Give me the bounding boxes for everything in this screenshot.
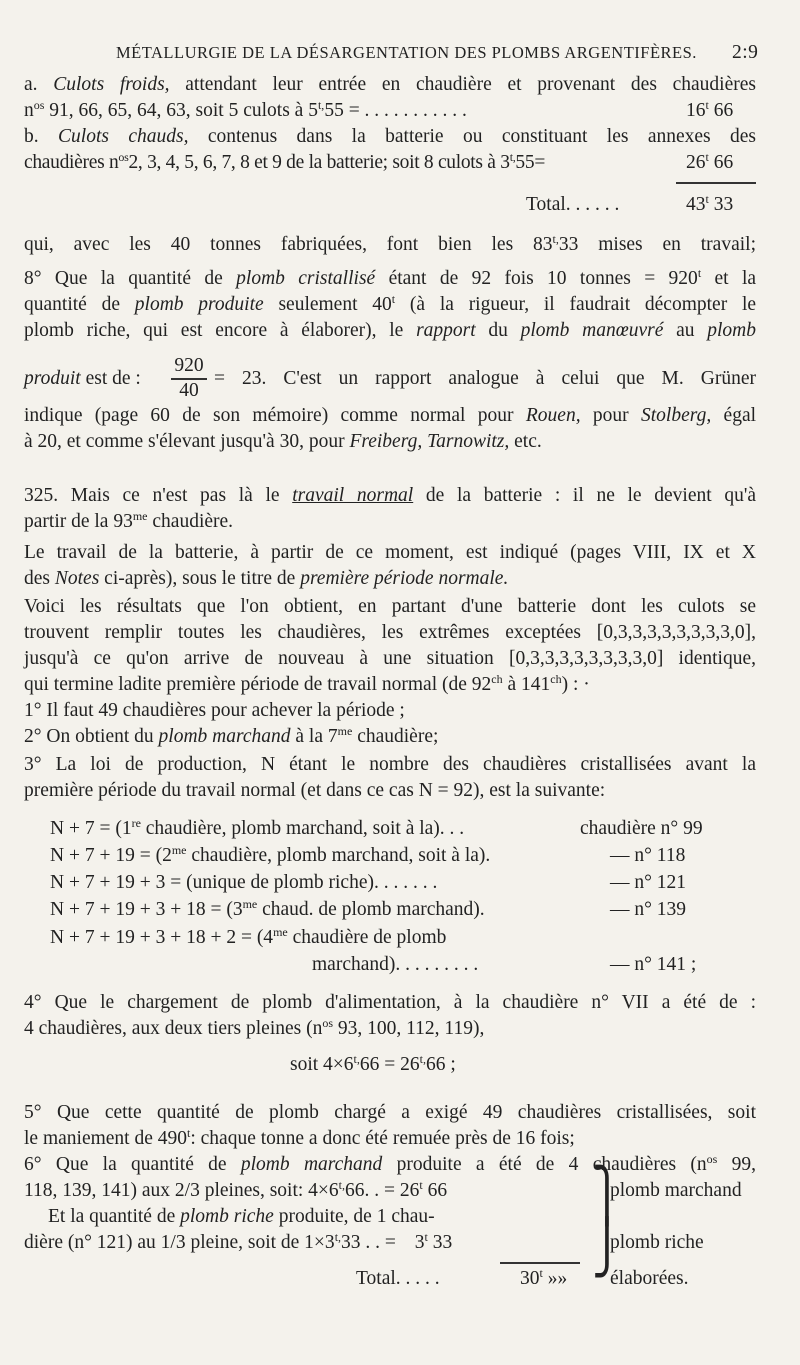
clause-6-line-4: dière (n° 121) au 1/3 pleine, soit de $1\times 3^{t,}33$ . . = 3$^t$ 33 [24,1230,453,1253]
clause-3-line-2: première période du travail normal (et dans ce cas N = 92), est la suivante: [24,780,606,801]
fraction-denominator: 40 [179,380,199,401]
law-sup: me [273,925,288,939]
law-row [312,952,572,978]
para-4-line-3: jusqu'à ce qu'on arrive de nouveau à une situation [0,3,3,3,3,3,3,3,3,0] identique, [24,648,756,669]
b-text: contenus dans la batterie ou constituant les annexes des [207,126,757,147]
law-row [50,816,570,842]
law-right: — n° 121 [610,872,687,893]
header-title: MÉTALLURGIE DE LA DÉSARGENTATION DES PLOMBS ARGENTIFÈRES. [116,43,697,62]
clause-4-line-1: 4° Que le chargement de plomb d'alimentation, à la chaudière n° VII a été de : [24,992,756,1013]
para-3-line-2: des Notes ci-après), sous le titre de première période normale. [24,568,509,589]
clause-2: 2° On obtient du plomb marchand à la $7^{me}$ chaudière; [24,724,439,747]
a-text: attendant leur entrée en chaudière et provenant des chaudières [185,74,756,95]
law-desc: (unique de plomb riche). . . . . . . [186,872,438,893]
clause-6-line-1: 6° Que la quantité de plomb marchand produite a été de 4 chaudières ($n^{os}$ 99, [24,1152,756,1175]
final-total-right: élaborées. [610,1268,689,1289]
fraction-numerator: 920 [174,355,204,376]
clause-6-line-2: 118, 139, 141) aux 2/3 pleines, soit: $4\times 6^{t,}66$. . = $26^t$ 66 [24,1178,448,1201]
law-sup: me [242,897,258,911]
clause-6-right-2: plomb riche [610,1232,704,1253]
law-desc: chaudière, plomb marchand, soit à la). [191,845,491,866]
law-row [50,925,570,951]
law-right: — n° 141 ; [610,954,697,975]
clause-4-formula: soit $4\times 6^{t,}66 = 26^{t,}66$ ; [290,1052,456,1075]
total-value: 43$^t$ 33 [686,192,734,215]
sup-t: t, [317,98,325,112]
sum-rule-2 [500,1262,580,1264]
final-total-label: Total. . . . . [356,1268,440,1289]
clause-6-line-3: Et la quantité de plomb riche produite, de 1 chau- [48,1206,435,1227]
a-total: 16$^t$ 66 [686,98,734,121]
item-a-line-2: $n^{os}$ 91, 66, 65, 64, 63, soit 5 culots à $5^{t,}55$ = . . . . . . . . . . . [24,98,467,121]
sup-os: os [33,98,45,112]
law-sup: re [131,816,141,830]
brace-icon: ⎫ [592,1166,622,1225]
law-right: — n° 118 [610,845,686,866]
a-line2-text: 91, 66, 65, 64, 63, soit 5 culots à 5 [49,100,318,121]
clause-3-line-1: 3° La loi de production, N étant le nombre des chaudières cristallisées avant la [24,754,756,775]
law-row [50,897,570,923]
para-8-line-1: 8° Que la quantité de plomb cristallisé étant de 92 fois 10 tonnes = $920^t$ et la [24,266,757,289]
item-a-line-1: a. Culots froids, attendant leur entrée en chaudière et provenant des chaudières [24,74,756,95]
law-formula: N + 7 + 19 = (2 [50,845,172,866]
para-1: qui, avec les 40 tonnes fabriquées, font bien les $83^{t,}33$ mises en travail; [24,232,756,255]
clause-6-right-1: plomb marchand [610,1180,742,1201]
law-formula: N + 7 + 19 + 3 + 18 + 2 = (4 [50,927,274,948]
law-formula: N + 7 + 19 + 3 = [50,872,182,893]
law-row [50,870,570,896]
para-4-line-1: Voici les résultats que l'on obtient, en partant d'une batterie dont les culots se [24,596,756,617]
law-row [50,843,570,869]
a-label: Culots froids, [53,74,170,95]
item-b-line-2: chaudières $n^{os}2$, 3, 4, 5, 6, 7, 8 et 9 de la batterie; soit 8 culots à $3^{t,}55=$ [24,150,546,173]
para-8-line-5: indique (page 60 de son mémoire) comme normal pour Rouen, pour Stolberg, égal [24,405,757,426]
para-8-line-4a: produit est de : [24,368,141,389]
clause-5-line-2: le maniement de 490$^t$: chaque tonne a donc été remuée près de 16 fois; [24,1126,575,1149]
total-label: Total. . . . . . [526,194,620,215]
running-header [116,40,697,66]
clause-1: 1° Il faut 49 chaudières pour achever la période ; [24,700,405,721]
page-number: 2:9 [732,42,759,63]
para-8-line-6: à 20, et comme s'élevant jusqu'à 30, pour Freiberg, Tarnowitz, etc. [24,431,542,452]
para-8-line-4b: = 23. C'est un rapport analogue à celui que M. Grüner [214,368,756,389]
para-4-line-4: qui termine ladite première période de travail normal (de $92^{ch}$ à $141^{ch}$) : · [24,672,590,695]
sum-rule [676,182,756,184]
law-desc: marchand). . . . . . . . . [312,954,479,975]
para-4-line-2: trouvent remplir toutes les chaudières, les extrêmes exceptées [0,3,3,3,3,3,3,3,3,0], [24,622,756,643]
b-total: 26$^t$ 66 [686,150,734,173]
law-formula: N + 7 = (1 [50,818,132,839]
law-right: chaudière n° 99 [580,818,703,839]
brace-icon-lower: ⎭ [592,1218,622,1277]
law-desc: chaudière de plomb [292,927,447,948]
b-label: Culots chauds, [58,126,189,147]
para-8-line-2: quantité de plomb produite seulement 40$^t$ (à la rigueur, il faudrait décompter le [24,292,757,315]
para-3-line-1: Le travail de la batterie, à partir de ce moment, est indiqué (pages VIII, IX et X [24,542,756,563]
section-325-line-2: partir de la $93^{me}$ chaudière. [24,509,234,532]
law-formula: N + 7 + 19 + 3 + 18 = (3 [50,899,243,920]
section-325-line-1: 325. Mais ce n'est pas là le travail normal de la batterie : il ne le devient qu'à [24,485,756,506]
para-8-line-3: plomb riche, qui est encore à élaborer), le rapport du plomb manœuvré au plomb [24,320,756,341]
final-total-value: 30$^t$ »» [520,1266,568,1289]
clause-4-line-2: 4 chaudières, aux deux tiers pleines ($n^{os}$ 93, 100, 112, 119), [24,1016,485,1039]
law-sup: me [171,843,187,857]
law-right: — n° 139 [610,899,687,920]
item-b-line-1: b. Culots chauds, contenus dans la batterie ou constituant les annexes des [24,126,757,147]
law-desc: chaudière, plomb marchand, soit à la). . . [145,818,465,839]
clause-5-line-1: 5° Que cette quantité de plomb chargé a exigé 49 chaudières cristallisées, soit [24,1102,756,1123]
a-line2-val: 55 = . . . . . . . . . . . [324,100,467,121]
law-desc: chaud. de plomb marchand). [262,899,485,920]
